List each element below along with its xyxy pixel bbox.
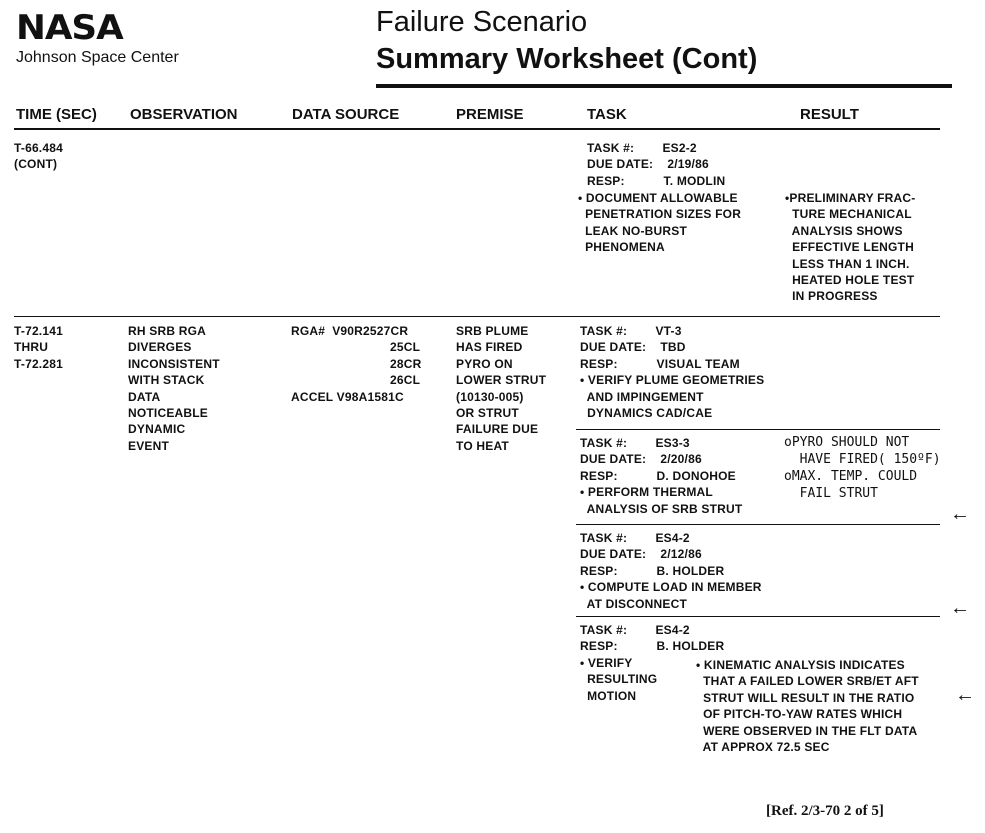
row2-observation: RH SRB RGA DIVERGES INCONSISTENT WITH STACK DATA NOTICEABLE DYNAMIC EVENT <box>128 324 220 453</box>
row2-data-source: RGA# V90R2527CR 25CL 28CR 26CL ACCEL V98A1581C <box>291 324 422 404</box>
title-line-1: Failure Scenario <box>376 6 588 38</box>
row1-time: T-66.484 (CONT) <box>14 141 63 172</box>
col-header-data-source: DATA SOURCE <box>292 106 400 123</box>
task-divider <box>576 429 940 430</box>
title-rule <box>376 84 952 88</box>
task-divider <box>576 616 940 617</box>
col-header-time: TIME (SEC) <box>16 106 97 123</box>
row2-time: T-72.141 THRU T-72.281 <box>14 324 63 371</box>
row1-task-header: TASK #: ES2-2 DUE DATE: 2/19/86 RESP: T. MODLIN <box>587 141 726 188</box>
center-name: Johnson Space Center <box>16 49 179 66</box>
task-es4-2-motion: TASK #: ES4-2 RESP: B. HOLDER • VERIFY RESULTING MOTION <box>580 623 725 703</box>
task-es3-3-result: oPYRO SHOULD NOT HAVE FIRED( 150ºF) oMAX. TEMP. COULD FAIL STRUT <box>784 435 941 501</box>
arrow-left-icon: ← <box>950 597 970 619</box>
arrow-left-icon: ← <box>955 684 975 706</box>
row2-premise: SRB PLUME HAS FIRED PYRO ON LOWER STRUT (10130-005) OR STRUT FAILURE DUE TO HEAT <box>456 324 547 453</box>
row1-task-item: • DOCUMENT ALLOWABLE PENETRATION SIZES FOR LEAK NO-BURST PHENOMENA <box>578 191 742 255</box>
task-es4-2-load: TASK #: ES4-2 DUE DATE: 2/12/86 RESP: B. HOLDER • COMPUTE LOAD IN MEMBER AT DISCONNECT <box>580 531 762 611</box>
col-header-observation: OBSERVATION <box>130 106 238 123</box>
task-es4-2-motion-result: • KINEMATIC ANALYSIS INDICATES THAT A FAILED LOWER SRB/ET AFT STRUT WILL RESULT IN THE RATIO OF PITCH-TO-YAW RATES WHICH WERE OBSERVED IN THE FLT DATA AT APPROX 72.5 SEC <box>696 658 919 755</box>
col-header-result: RESULT <box>800 106 859 123</box>
title-line-2: Summary Worksheet (Cont) <box>376 43 758 75</box>
arrow-left-icon: ← <box>950 503 970 525</box>
row-divider <box>14 316 940 317</box>
row1-result: •PRELIMINARY FRAC- TURE MECHANICAL ANALYSIS SHOWS EFFECTIVE LENGTH LESS THAN 1 INCH. HEATED HOLE TEST IN PROGRESS <box>785 191 916 304</box>
page-reference: [Ref. 2/3-70 2 of 5] <box>766 803 884 819</box>
col-header-task: TASK <box>587 106 627 123</box>
nasa-logo: NASA <box>16 8 123 48</box>
task-vt-3: TASK #: VT-3 DUE DATE: TBD RESP: VISUAL TEAM • VERIFY PLUME GEOMETRIES AND IMPINGEMENT DYNAMICS CAD/CAE <box>580 324 765 421</box>
task-divider <box>576 524 940 525</box>
header-rule <box>14 128 940 130</box>
col-header-premise: PREMISE <box>456 106 524 123</box>
task-es3-3: TASK #: ES3-3 DUE DATE: 2/20/86 RESP: D. DONOHOE • PERFORM THERMAL ANALYSIS OF SRB STRUT <box>580 436 743 516</box>
